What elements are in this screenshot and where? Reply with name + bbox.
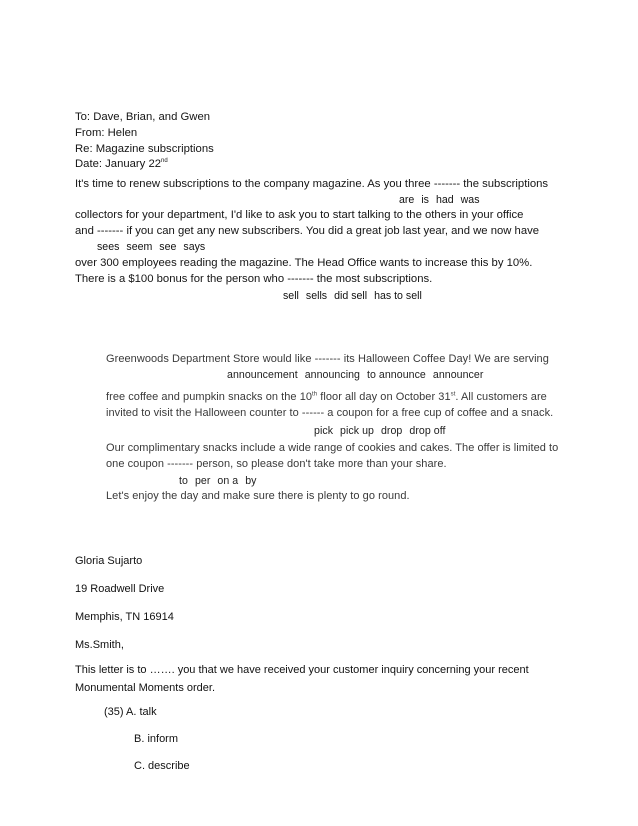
memo-date-text: Date: January 22 — [75, 158, 162, 170]
notice-line-2a: free coffee and pumpkin snacks on the 10 — [106, 391, 313, 403]
question-35-choice-c: C. describe — [134, 760, 190, 772]
option: has to sell — [374, 290, 422, 302]
notice-sup-2: st — [450, 391, 456, 398]
option: on a — [217, 475, 239, 487]
sender-city: Memphis, TN 16914 — [75, 611, 174, 623]
memo-options-3 — [283, 290, 429, 302]
option: to — [179, 475, 188, 487]
sender-name: Gloria Sujarto — [75, 555, 143, 567]
option: sells — [305, 290, 328, 302]
notice-line-2b: floor all day on October 31 — [317, 391, 451, 403]
option: pick up — [340, 425, 374, 437]
notice-line-6: Let's enjoy the day and make sure there is plenty to go round. — [106, 490, 410, 502]
memo-options-1 — [399, 194, 487, 206]
option: is — [421, 194, 429, 206]
notice-options-3 — [179, 475, 264, 487]
notice-line-2 — [106, 391, 547, 403]
memo-line-1: It's time to renew subscriptions to the company magazine. As you three ------- the subscriptions — [75, 178, 549, 190]
notice-line-3: invited to visit the Halloween counter to ------ a coupon for a free cup of coffee and a snack. — [106, 407, 554, 419]
option: see — [159, 241, 177, 253]
notice-line-2c: . All customers are — [455, 391, 547, 403]
memo-line-3: and ------- if you can get any new subscribers. You did a great job last year, and we now have — [75, 225, 540, 237]
option: sell — [283, 290, 299, 302]
notice-line-1: Greenwoods Department Store would like ------- its Halloween Coffee Day! We are serving — [106, 353, 549, 365]
option: per — [194, 475, 211, 487]
letter-body: This letter is to ……. you that we have received your customer inquiry concerning your recent Monumental Moments order. — [75, 664, 529, 694]
option: by — [245, 475, 257, 487]
option: was — [460, 194, 480, 206]
question-35-choice-b: B. inform — [134, 733, 179, 745]
option: announcer — [432, 369, 484, 381]
memo-from: From: Helen — [75, 127, 138, 139]
memo-date-suffix: nd — [161, 158, 168, 165]
option: to announce — [367, 369, 426, 381]
notice-options-1 — [227, 369, 490, 381]
memo-date — [75, 158, 168, 170]
option: announcing — [304, 369, 360, 381]
option: seem — [126, 241, 153, 253]
option: says — [183, 241, 206, 253]
sender-street: 19 Roadwell Drive — [75, 583, 165, 595]
memo-to: To: Dave, Brian, and Gwen — [75, 111, 211, 123]
option: had — [435, 194, 454, 206]
option: drop — [380, 425, 403, 437]
notice-line-5: one coupon ------- person, so please don't take more than your share. — [106, 458, 447, 470]
option: drop off — [409, 425, 446, 437]
memo-line-2: collectors for your department, I'd like to ask you to start talking to the others in your office — [75, 209, 524, 221]
notice-line-4: Our complimentary snacks include a wide range of cookies and cakes. The offer is limited to — [106, 442, 559, 454]
option: sees — [97, 241, 120, 253]
option: announcement — [227, 369, 298, 381]
memo-line-5: There is a $100 bonus for the person who ------- the most subscriptions. — [75, 273, 433, 285]
notice-sup-1: th — [312, 391, 318, 398]
option: are — [399, 194, 415, 206]
option: pick — [314, 425, 334, 437]
memo-subject: Re: Magazine subscriptions — [75, 143, 214, 155]
memo-line-4: over 300 employees reading the magazine. The Head Office wants to increase this by 10%. — [75, 257, 533, 269]
letter-salutation: Ms.Smith, — [75, 639, 124, 651]
question-35-choice-a: (35) A. talk — [104, 706, 157, 718]
option: did sell — [334, 290, 368, 302]
memo-options-2 — [97, 241, 212, 253]
notice-options-2 — [314, 425, 453, 437]
